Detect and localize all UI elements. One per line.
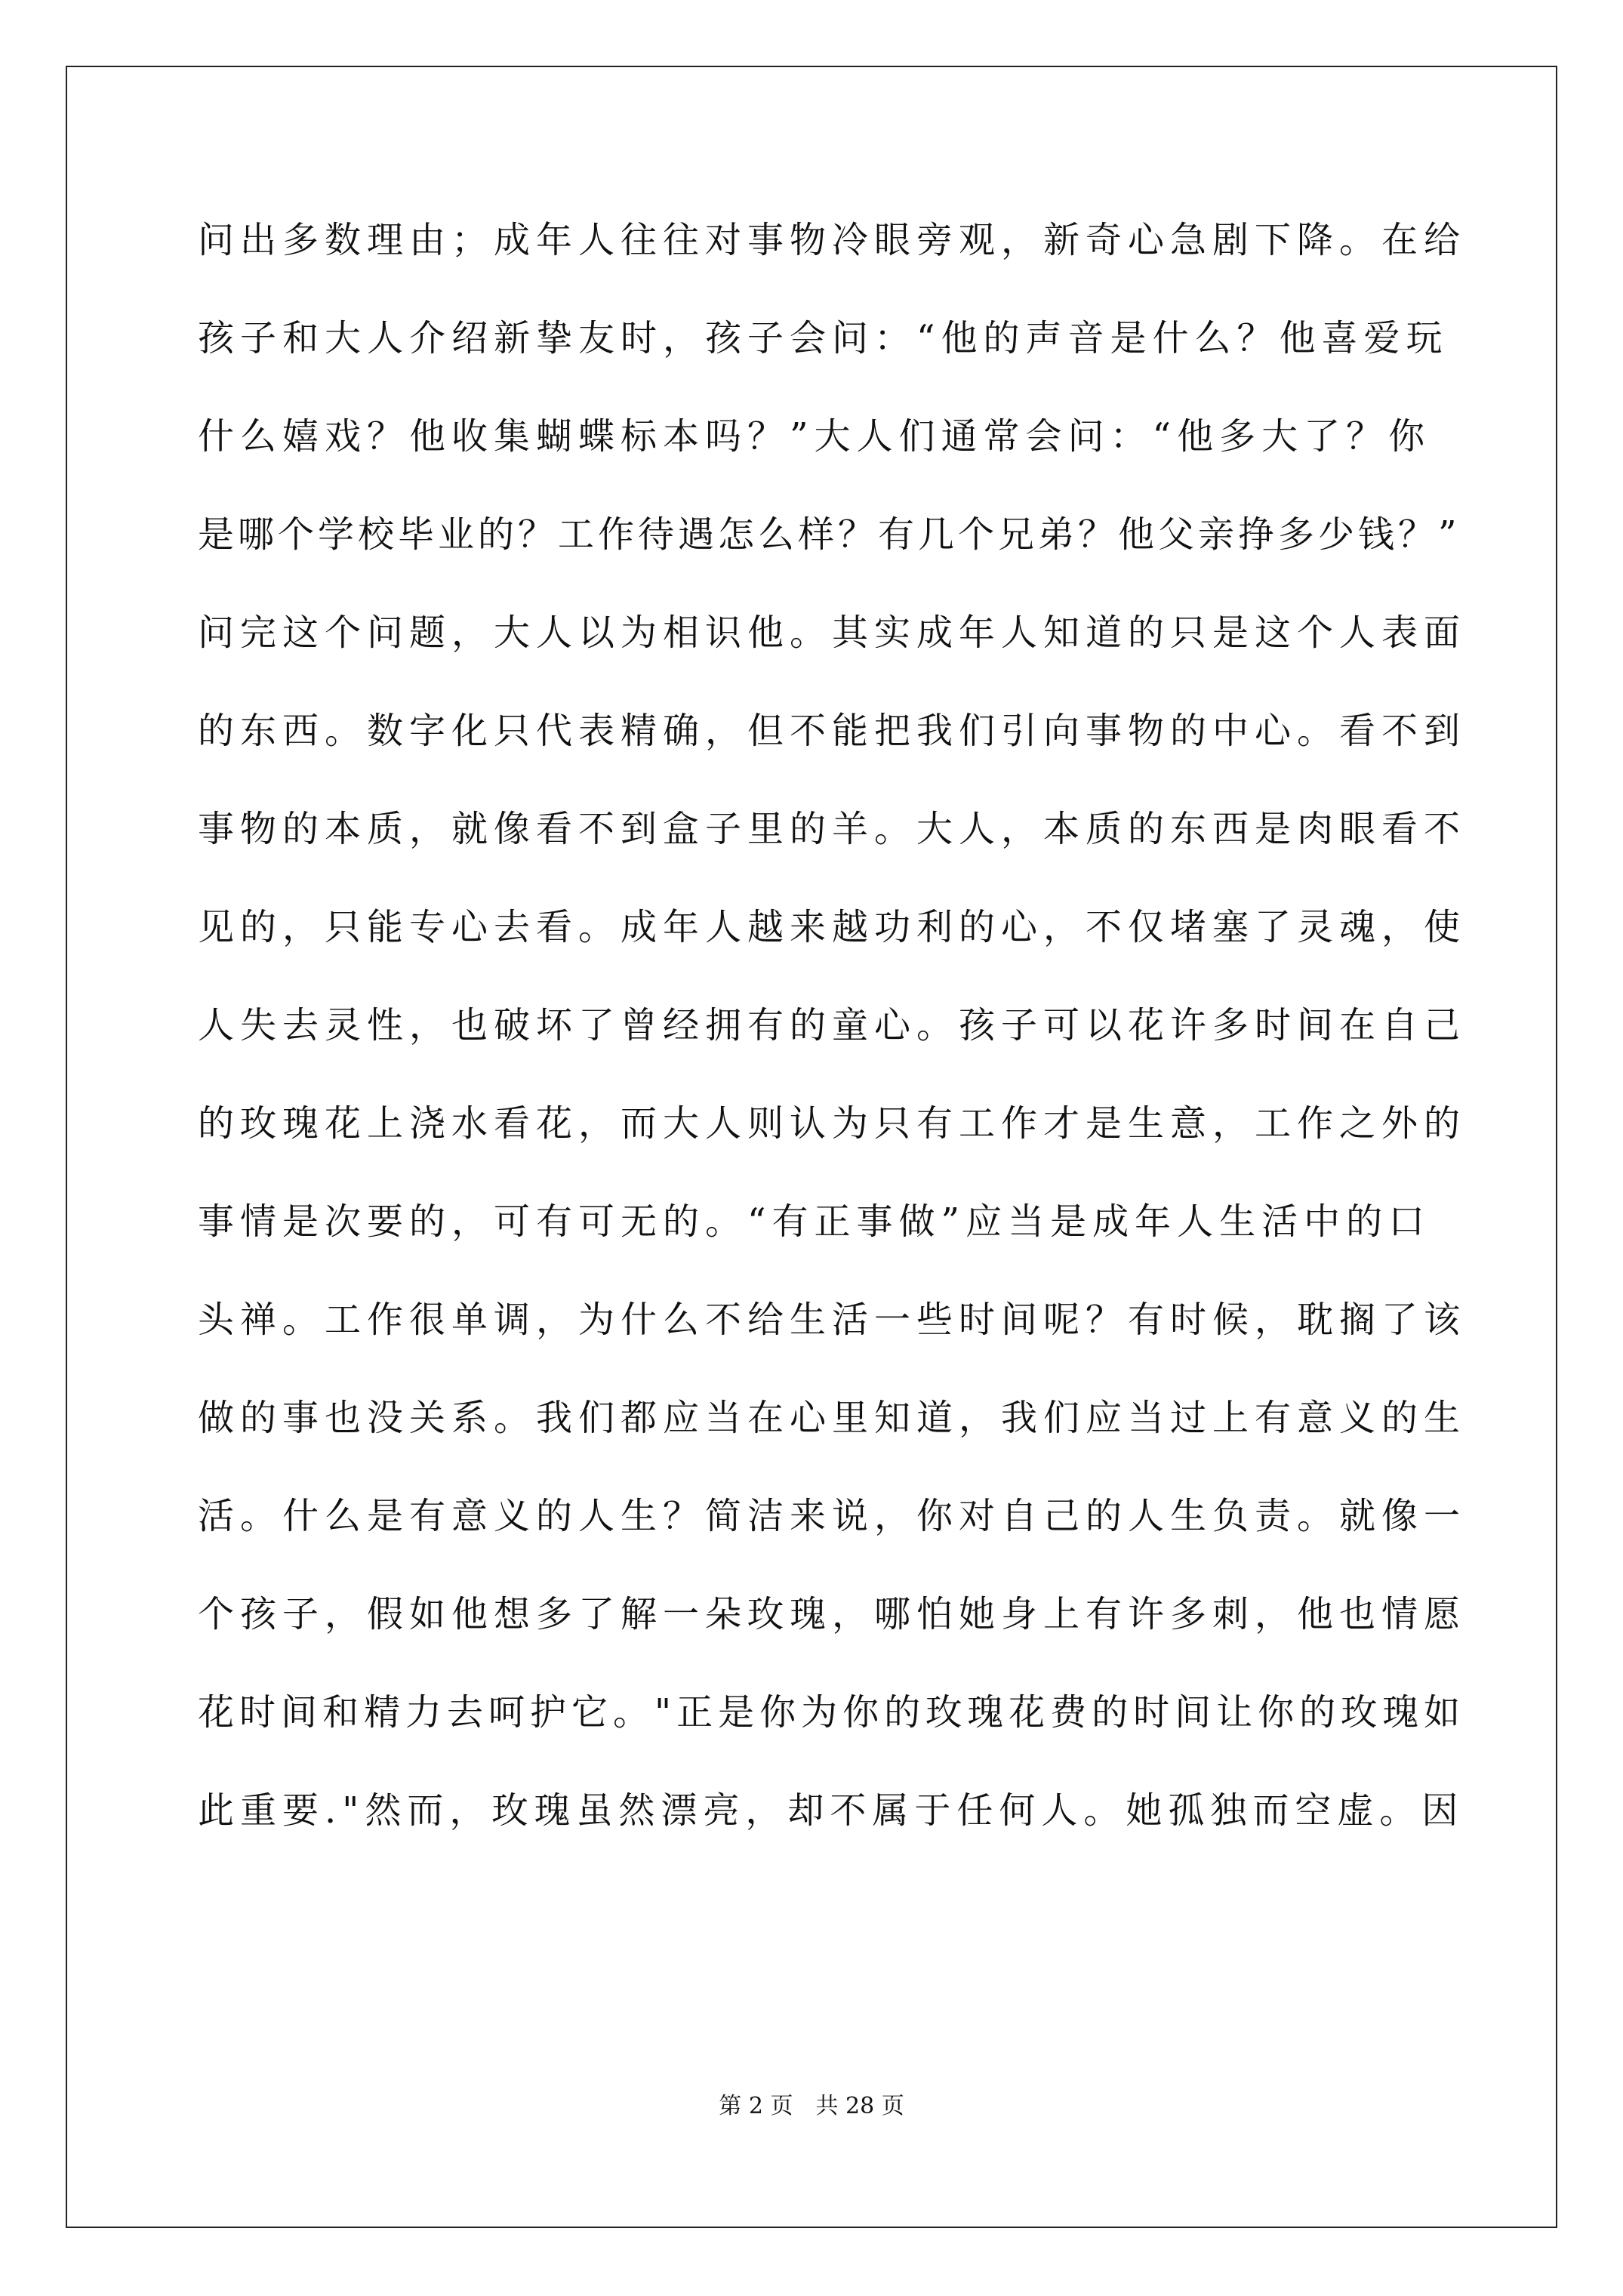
text-line: 活。什么是有意义的人生？简洁来说，你对自己的人生负责。就像一 bbox=[198, 1495, 1467, 1537]
page-number: 第 2 页 共 28 页 bbox=[719, 2093, 904, 2119]
text-line: 个孩子，假如他想多了解一朵玫瑰，哪怕她身上有许多刺，他也情愿 bbox=[198, 1593, 1467, 1635]
text-line: 花时间和精力去呵护它。"正是你为你的玫瑰花费的时间让你的玫瑰如 bbox=[198, 1691, 1466, 1734]
text-line: 头禅。工作很单调，为什么不给生活一些时间呢？有时候，耽搁了该 bbox=[198, 1299, 1467, 1341]
text-line: 事情是次要的，可有可无的。“有正事做”应当是成年人生活中的口 bbox=[198, 1200, 1431, 1243]
text-line: 孩子和大人介绍新挚友时，孩子会问：“他的声音是什么？他喜爱玩 bbox=[198, 317, 1449, 359]
text-line: 见的，只能专心去看。成年人越来越功利的心，不仅堵塞了灵魂，使 bbox=[198, 906, 1467, 948]
text-line: 问完这个问题，大人以为相识他。其实成年人知道的只是这个人表面 bbox=[198, 612, 1467, 654]
page-border bbox=[66, 66, 1557, 2228]
text-line: 事物的本质，就像看不到盒子里的羊。大人，本质的东西是肉眼看不 bbox=[198, 808, 1467, 850]
text-line: 是哪个学校毕业的？工作待遇怎么样？有几个兄弟？他父亲挣多少钱？” bbox=[198, 513, 1461, 556]
text-line: 什么嬉戏？他收集蝴蝶标本吗？”大人们通常会问：“他多大了？你 bbox=[198, 415, 1431, 458]
text-line: 的玫瑰花上浇水看花，而大人则认为只有工作才是生意，工作之外的 bbox=[198, 1102, 1467, 1145]
text-line: 的东西。数字化只代表精确，但不能把我们引向事物的中心。看不到 bbox=[198, 710, 1467, 752]
text-line: 此重要."然而，玫瑰虽然漂亮，却不属于任何人。她孤独而空虚。因 bbox=[198, 1789, 1464, 1832]
text-line: 人失去灵性，也破坏了曾经拥有的童心。孩子可以花许多时间在自己 bbox=[198, 1004, 1467, 1046]
text-line: 做的事也没关系。我们都应当在心里知道，我们应当过上有意义的生 bbox=[198, 1397, 1467, 1439]
text-line: 问出多数理由；成年人往往对事物冷眼旁观，新奇心急剧下降。在给 bbox=[198, 219, 1467, 261]
